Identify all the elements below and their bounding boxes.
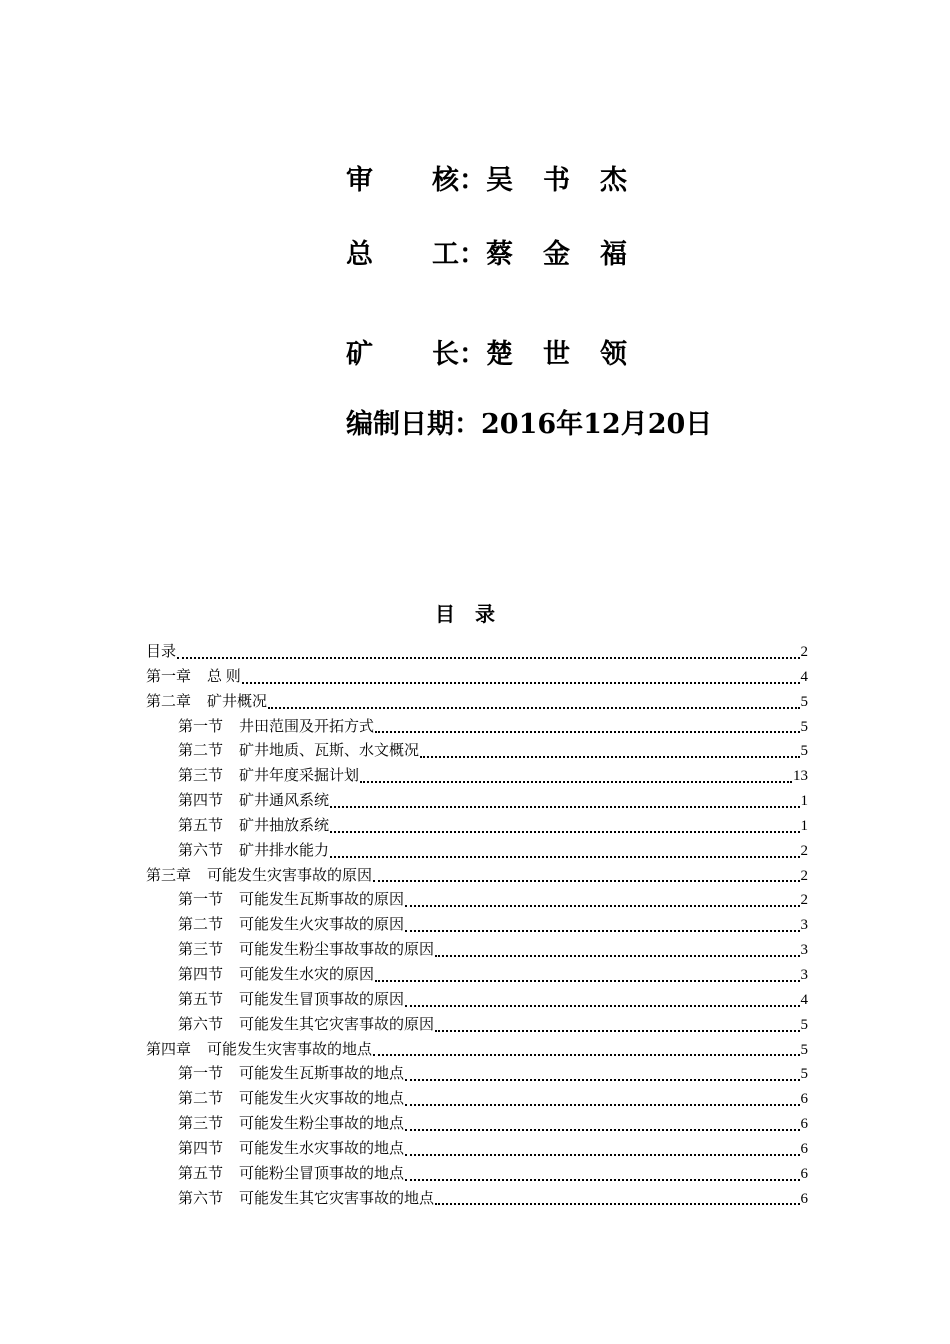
toc-entry-text: 可能发生冒顶事故的原因 — [239, 991, 405, 1008]
toc-entry-label — [178, 988, 404, 1009]
role-label: 工： — [432, 239, 486, 270]
toc-entry-text: 可能发生瓦斯事故的地点 — [239, 1066, 405, 1083]
toc-entry-number: 第三章 — [146, 867, 192, 884]
toc-entry[interactable] — [146, 789, 808, 814]
toc-entry-page: 4 — [800, 991, 808, 1008]
toc-entry-number: 第六节 — [178, 1190, 224, 1207]
toc-entry[interactable] — [146, 1087, 808, 1112]
toc-entry-label — [178, 888, 404, 909]
toc-entry-text: 可能发生粉尘事故事故的原因 — [239, 942, 435, 959]
toc-entry-label — [178, 1137, 404, 1158]
toc-entry-page: 4 — [800, 668, 808, 685]
toc-entry-page: 6 — [800, 1116, 808, 1133]
toc-entry-text: 矿井概况 — [207, 693, 268, 710]
toc-entry[interactable] — [146, 1162, 808, 1187]
toc-entry-page: 5 — [800, 1066, 808, 1083]
toc-entry-label — [178, 913, 404, 934]
toc-leader-dots — [373, 879, 799, 882]
toc-entry-text: 可能发生灾害事故的原因 — [207, 867, 373, 884]
toc-entry-text: 井田范围及开拓方式 — [239, 718, 375, 735]
toc-entry-label — [178, 1087, 404, 1108]
toc-entry-number: 第一节 — [178, 892, 224, 909]
toc-entry-number: 第四节 — [178, 793, 224, 810]
toc-entry-page: 5 — [800, 743, 808, 760]
toc-entry-label — [178, 1013, 434, 1034]
toc-entry-text: 可能发生其它灾害事故的地点 — [239, 1190, 435, 1207]
toc-entry-label — [146, 864, 372, 885]
toc-entry-text: 矿井抽放系统 — [239, 817, 330, 834]
toc-entry-page: 2 — [800, 644, 808, 660]
toc-entry[interactable] — [146, 1013, 808, 1038]
toc-entry-number: 第三节 — [178, 1116, 224, 1133]
toc-entry-number: 第二节 — [178, 743, 224, 760]
toc-entry[interactable] — [146, 1112, 808, 1137]
toc-entry[interactable] — [146, 1062, 808, 1087]
toc-entry-number: 第五节 — [178, 1165, 224, 1182]
toc-entry-label — [178, 739, 419, 760]
toc-entry[interactable] — [146, 888, 808, 913]
toc-entry-text: 可能发生火灾事故的原因 — [239, 917, 405, 934]
toc-entry-number: 第一节 — [178, 718, 224, 735]
toc-entry-text: 目录 — [146, 644, 177, 660]
toc-entry-page: 1 — [800, 817, 808, 834]
toc-leader-dots — [330, 830, 799, 833]
toc-entry-label — [178, 938, 434, 959]
toc-entry[interactable] — [146, 839, 808, 864]
toc-leader-dots — [360, 780, 792, 783]
toc-entry-page: 6 — [800, 1091, 808, 1108]
toc-entry-text: 可能发生瓦斯事故的原因 — [239, 892, 405, 909]
toc-entry-label — [146, 1038, 372, 1059]
toc-entry-text: 矿井地质、瓦斯、水文概况 — [239, 743, 420, 760]
toc-entry-text: 矿井通风系统 — [239, 793, 330, 810]
role-char: 审 — [346, 165, 373, 196]
toc-entry-text: 可能发生水灾的原因 — [239, 966, 375, 983]
toc-leader-dots — [405, 1128, 799, 1131]
toc-leader-dots — [405, 904, 799, 907]
toc-entry-number: 第五节 — [178, 991, 224, 1008]
toc-entry-label — [178, 814, 329, 835]
signature-mine-director — [346, 332, 657, 371]
toc-entry-text: 可能发生水灾事故的地点 — [239, 1140, 405, 1157]
toc-entry-label — [178, 1112, 404, 1133]
toc-leader-dots — [330, 805, 799, 808]
toc-entry-label — [178, 1062, 404, 1083]
toc-leader-dots — [268, 706, 799, 709]
toc-entry[interactable] — [146, 640, 808, 665]
toc-entry-page: 2 — [800, 842, 808, 859]
toc-entry-number: 第六节 — [178, 842, 224, 859]
compile-date: 编制日期：2016年12月20日 — [346, 409, 713, 440]
toc-leader-dots — [435, 1202, 799, 1205]
toc-entry[interactable] — [146, 988, 808, 1013]
toc-entry-page: 6 — [800, 1190, 808, 1207]
toc-entry[interactable] — [146, 1137, 808, 1162]
role-char: 总 — [346, 239, 373, 270]
signature-chief-engineer — [346, 232, 657, 271]
toc-leader-dots — [405, 929, 799, 932]
toc-leader-dots — [435, 1029, 799, 1032]
toc-entry-label — [178, 764, 359, 785]
toc-entry-page: 5 — [800, 1016, 808, 1033]
toc-leader-dots — [435, 954, 799, 957]
toc-entry[interactable] — [146, 764, 808, 789]
toc-entry-page: 6 — [800, 1140, 808, 1157]
toc-entry[interactable] — [146, 690, 808, 715]
toc-entry-page: 3 — [800, 942, 808, 959]
toc-entry-number: 第二节 — [178, 1091, 224, 1108]
toc-entry-text: 矿井年度采掘计划 — [239, 768, 360, 785]
toc-entry[interactable] — [146, 864, 808, 889]
toc-entry[interactable] — [146, 715, 808, 740]
toc-entry-page: 2 — [800, 867, 808, 884]
toc-leader-dots — [375, 979, 799, 982]
toc-entry-label — [146, 665, 241, 686]
toc-entry[interactable] — [146, 913, 808, 938]
toc-entry[interactable] — [146, 739, 808, 764]
toc-leader-dots — [373, 1053, 799, 1056]
toc-title: 目录 — [435, 602, 515, 626]
toc-entry-number: 第六节 — [178, 1016, 224, 1033]
toc-entry-label — [146, 640, 176, 661]
toc-leader-dots — [405, 1103, 799, 1106]
toc-entry-number: 第四章 — [146, 1041, 192, 1058]
role-label: 核： — [432, 165, 486, 196]
toc-entry-page: 5 — [800, 693, 808, 710]
toc-entry-page: 3 — [800, 966, 808, 983]
toc-entry-label — [146, 690, 267, 711]
toc-entry-page: 3 — [800, 917, 808, 934]
toc-entry-text: 总 则 — [207, 668, 241, 685]
toc-entry-number: 第四节 — [178, 966, 224, 983]
toc-leader-dots — [405, 1078, 799, 1081]
toc-entry-text: 可能发生粉尘事故的地点 — [239, 1116, 405, 1133]
toc-entry-number: 第一节 — [178, 1066, 224, 1083]
toc-entry-page: 5 — [800, 1041, 808, 1058]
toc-entry-number: 第三节 — [178, 768, 224, 785]
toc-leader-dots — [330, 855, 799, 858]
toc-entry-label — [178, 715, 374, 736]
toc-entry-page: 5 — [800, 718, 808, 735]
toc-entry-label — [178, 839, 329, 860]
person-name: 蔡金福 — [486, 239, 657, 270]
table-of-contents — [146, 640, 808, 1211]
toc-entry-text: 可能发生火灾事故的地点 — [239, 1091, 405, 1108]
toc-leader-dots — [405, 1004, 799, 1007]
toc-leader-dots — [420, 755, 799, 758]
toc-entry-label — [178, 1162, 404, 1183]
toc-leader-dots — [375, 730, 799, 733]
role-label: 长： — [432, 339, 486, 370]
toc-leader-dots — [177, 656, 799, 659]
person-name: 楚世领 — [486, 339, 657, 370]
toc-entry-page: 1 — [800, 793, 808, 810]
toc-entry-number: 第二节 — [178, 917, 224, 934]
toc-leader-dots — [405, 1153, 799, 1156]
toc-entry[interactable] — [146, 1038, 808, 1063]
signature-reviewer — [346, 158, 657, 197]
toc-entry[interactable] — [146, 814, 808, 839]
toc-entry-number: 第二章 — [146, 693, 192, 710]
toc-entry[interactable] — [146, 938, 808, 963]
role-char: 矿 — [346, 339, 373, 370]
toc-entry-page: 6 — [800, 1165, 808, 1182]
toc-entry-text: 矿井排水能力 — [239, 842, 330, 859]
toc-entry-text: 可能发生灾害事故的地点 — [207, 1041, 373, 1058]
toc-leader-dots — [242, 681, 800, 684]
person-name: 吴书杰 — [486, 165, 657, 196]
toc-entry-page: 2 — [800, 892, 808, 909]
toc-entry[interactable] — [146, 963, 808, 988]
toc-entry-number: 第四节 — [178, 1140, 224, 1157]
toc-entry-label — [178, 789, 329, 810]
toc-entry[interactable] — [146, 1187, 808, 1212]
toc-entry-number: 第五节 — [178, 817, 224, 834]
toc-leader-dots — [405, 1178, 799, 1181]
toc-entry-text: 可能粉尘冒顶事故的地点 — [239, 1165, 405, 1182]
toc-entry-label — [178, 1187, 434, 1208]
toc-entry-number: 第三节 — [178, 942, 224, 959]
toc-entry-number: 第一章 — [146, 668, 192, 685]
toc-entry-label — [178, 963, 374, 984]
toc-entry[interactable] — [146, 665, 808, 690]
toc-entry-page: 13 — [793, 768, 808, 785]
toc-entry-text: 可能发生其它灾害事故的原因 — [239, 1016, 435, 1033]
